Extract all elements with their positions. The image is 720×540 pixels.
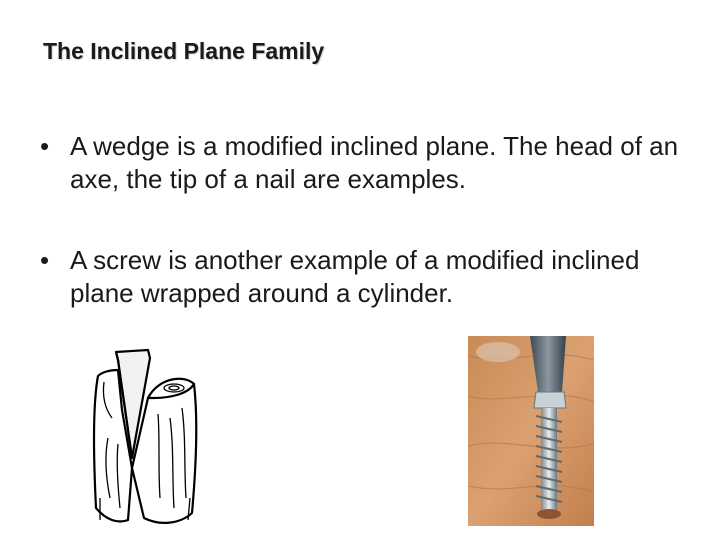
bullet-list [40, 130, 680, 358]
bullet-dot: • [40, 245, 50, 275]
bullet-item [40, 244, 680, 310]
bullet-item [40, 130, 680, 196]
bullet-dot: • [40, 131, 50, 161]
slide-title: The Inclined Plane Family [43, 38, 325, 64]
wedge-in-log-illustration [88, 348, 203, 528]
screw-in-wood-photo [468, 336, 594, 526]
bullet-text-screw: A screw is another example of a modified inclined plane wrapped around a cylinder. [70, 245, 640, 308]
bullet-text-wedge: A wedge is a modified inclined plane. The head of an axe, the tip of a nail are examples. [70, 131, 679, 194]
